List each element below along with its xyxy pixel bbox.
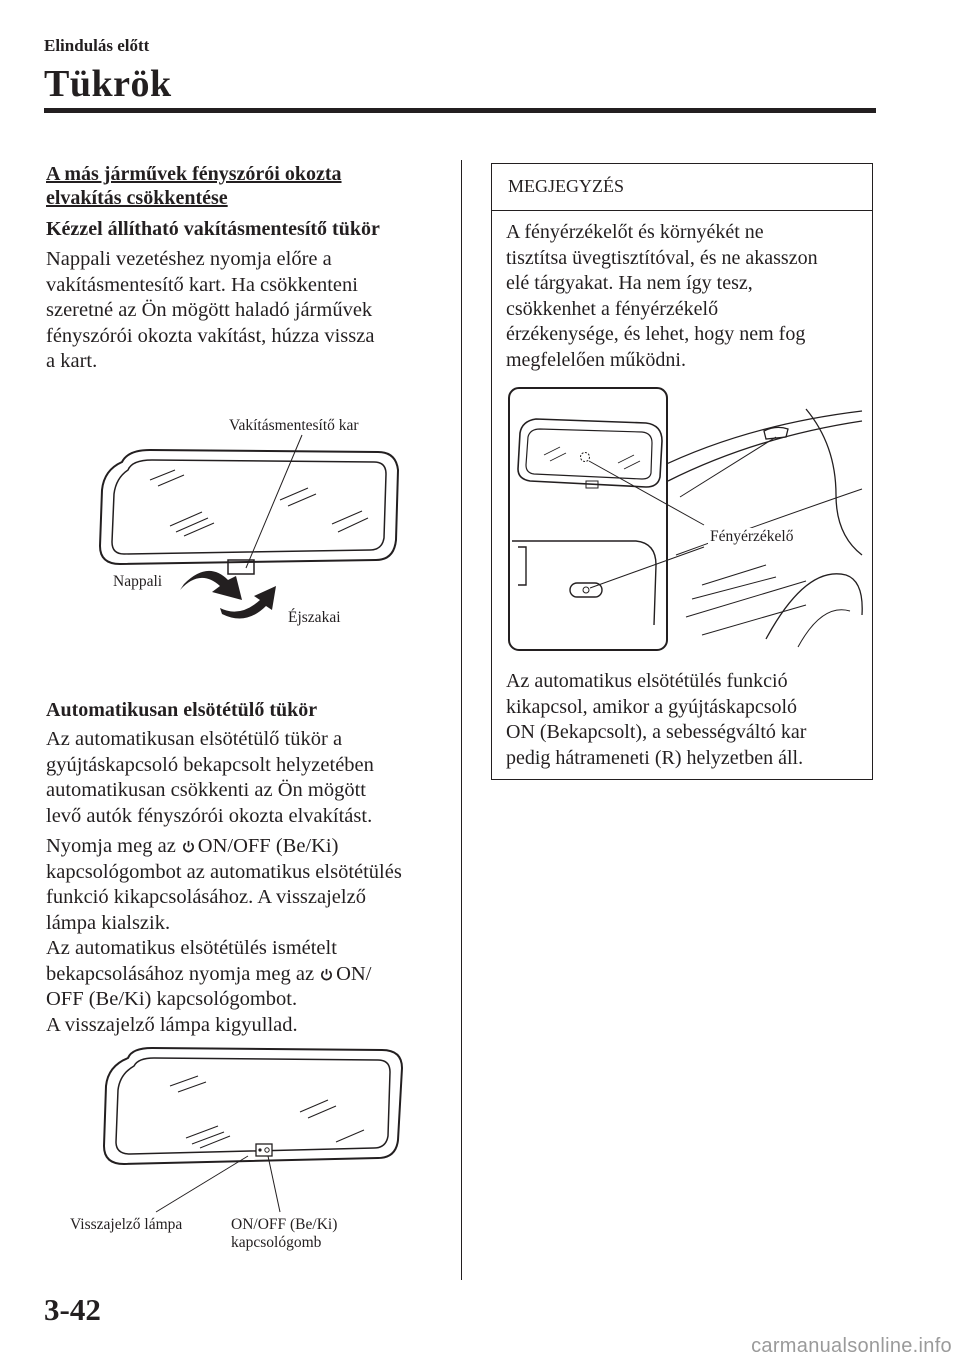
text-line: érzékenysége, és lehet, hogy nem fog [506,323,806,345]
auto-mirror-paragraph-1 [46,727,446,829]
text-line: kapcsológombot az automatikus elsötétülés [46,860,402,883]
text-line: lámpa kialszik. [46,911,171,934]
text-line: vakításmentesítő kart. Ha csökkenteni [46,273,358,296]
header-rule [44,108,876,113]
text-line: automatikusan csökkenti az Ön mögött [46,779,366,801]
text-fragment: bekapcsolásához nyomja meg az [46,962,315,985]
text-line: tisztítsa üvegtisztítóval, és ne akasszon [506,246,818,269]
page-number: 3-42 [44,1292,101,1327]
lever-label: Vakításmentesítő kar [229,417,359,434]
text-line [46,834,456,860]
text-line: A fényérzékelőt és környékét ne [506,221,764,243]
note-paragraph-2 [506,669,862,771]
chapter-title: Tükrök [44,63,172,105]
manual-mirror-paragraph [46,247,446,375]
text-line: A visszajelző lámpa kigyullad. [46,1013,298,1036]
text-line [46,962,456,988]
onoff-button-label-line2: kapcsológomb [231,1234,322,1251]
glare-reduction-heading [46,162,446,210]
column-divider [461,160,462,1280]
onoff-button-label-line1: ON/OFF (Be/Ki) [231,1216,338,1233]
light-sensor-label: Fényérzékelő [710,528,794,545]
manual-mirror-title: Kézzel állítható vakításmentesítő tükör [46,218,380,240]
text-line: szeretné az Ön mögött haladó járművek [46,299,373,321]
text-line: levő autók fényszórói okozta elvakítást. [46,804,373,827]
auto-mirror-title: Automatikusan elsötétülő tükör [46,699,318,721]
text-line: Az automatikus elsötétülés funkció [506,670,788,692]
text-line: funkció kikapcsolásához. A visszajelző [46,886,366,908]
text-line: a kart. [46,350,98,372]
note-paragraph-1 [506,220,862,373]
note-box [491,163,873,780]
section-title: Elindulás előtt [44,36,150,55]
power-icon [182,840,195,853]
text-line: ON (Bekapcsolt), a sebességváltó kar [506,721,807,743]
night-label: Éjszakai [288,609,341,626]
note-heading: MEGJEGYZÉS [508,176,624,196]
day-label: Nappali [113,573,163,590]
watermark: carmanualsonline.info [751,1335,952,1357]
note-header [492,164,872,211]
power-icon [320,968,333,981]
text-line: kikapcsol, amikor a gyújtáskapcsoló [506,695,798,718]
text-line: Nappali vezetéshez nyomja előre a [46,248,332,270]
auto-mirror-paragraph-2 [46,834,456,1038]
text-fragment: ON/ [336,962,372,985]
text-line: csökkenhet a fényérzékelő [506,297,719,320]
text-line: gyújtáskapcsoló bekapcsolt helyzetében [46,753,374,776]
glare-reduction-heading-line2: elvakítás csökkentése [46,187,228,209]
glare-reduction-heading-line1: A más járművek fényszórói okozta [46,163,342,185]
auto-mirror-illustration [90,1040,430,1220]
text-line: OFF (Be/Ki) kapcsológombot. [46,988,298,1010]
text-line: pedig hátrameneti (R) helyzetben áll. [506,746,804,769]
text-line: fényszórói okozta vakítást, húzza vissza [46,324,375,347]
text-line: Az automatikus elsötétülés ismételt [46,937,337,959]
indicator-lamp-label: Visszajelző lámpa [70,1216,183,1233]
text-line: megfelelően működni. [506,348,686,371]
onoff-button-label [231,1216,337,1252]
text-fragment: Nyomja meg az [46,835,176,857]
light-sensor-illustration [506,385,864,655]
text-line: elé tárgyakat. Ha nem így tesz, [506,272,753,294]
text-line: Az automatikusan elsötétülő tükör a [46,728,343,750]
text-fragment: ON/OFF (Be/Ki) [197,835,339,857]
manual-mirror-illustration [80,400,440,640]
